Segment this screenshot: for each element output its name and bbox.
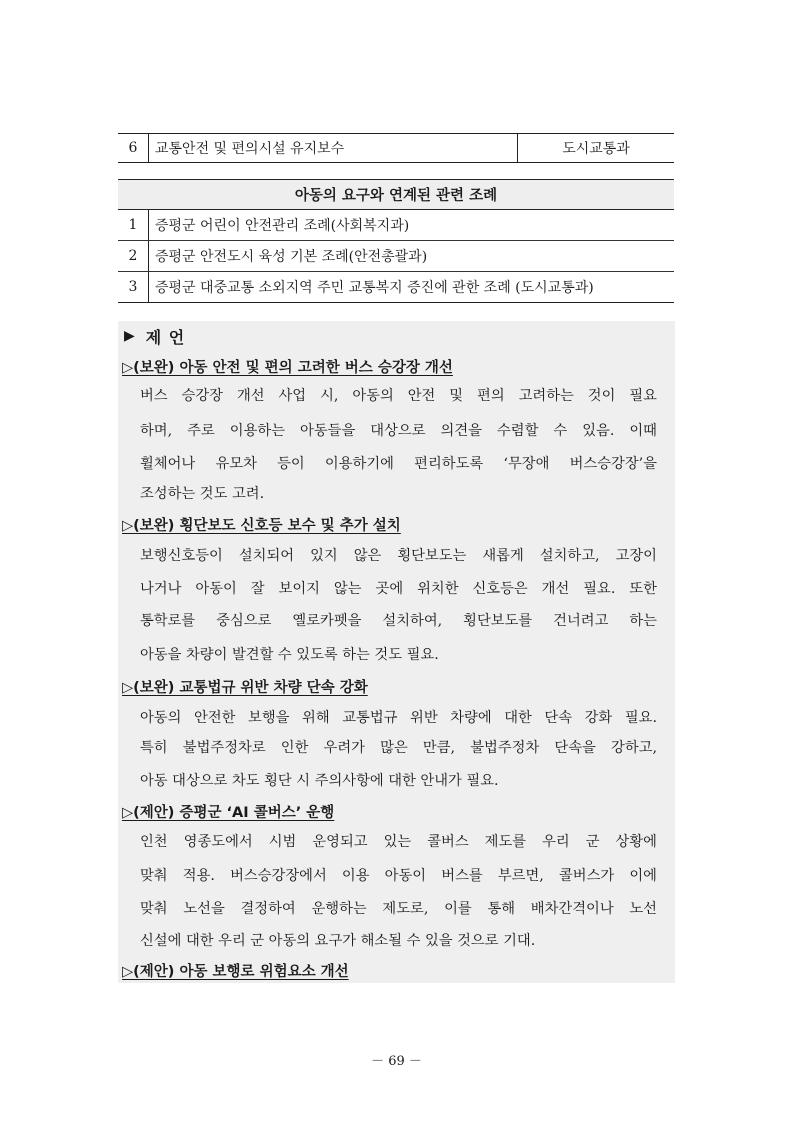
body-line: 특히 불법주정차로 인한 우려가 많은 만큼, 불법주정차 단속을 강하고, bbox=[140, 740, 657, 756]
ordinance-table-header: 아동의 요구와 연계된 관련 조례 bbox=[118, 180, 674, 210]
body-line: 아동을 차량이 발견할 수 있도록 하는 것도 필요. bbox=[140, 647, 439, 663]
body-line: 나거나 아동이 잘 보이지 않는 곳에 위치한 신호등은 개선 필요. 또한 bbox=[140, 581, 657, 597]
body-line: 통학로를 중심으로 옐로카펫을 설치하여, 횡단보도를 건너려고 하는 bbox=[140, 613, 657, 629]
section-heading: ▷(보완) 아동 안전 및 편의 고려한 버스 승강장 개선 bbox=[122, 359, 453, 376]
section-heading: ▷(제안) 아동 보행로 위험요소 개선 bbox=[122, 963, 349, 980]
row-number: 2 bbox=[118, 241, 149, 271]
body-line: 인천 영종도에서 시범 운영되고 있는 콜버스 제도를 우리 군 상황에 bbox=[140, 834, 657, 850]
body-line: 보행신호등이 설치되어 있지 않은 횡단보도는 새롭게 설치하고, 고장이 bbox=[140, 548, 657, 564]
row-number: 3 bbox=[118, 272, 149, 302]
table-row bbox=[118, 133, 674, 163]
section-heading: ▷(제안) 증평군 ‘AI 콜버스’ 운행 bbox=[122, 804, 335, 821]
body-line: 맞춰 노선을 결정하여 운행하는 제도로, 이를 통해 배차간격이나 노선 bbox=[140, 901, 657, 917]
body-line: 맞춰 적용. 버스승강장에서 이용 아동이 버스를 부르면, 콜버스가 이에 bbox=[140, 868, 657, 884]
body-line: 조성하는 것도 고려. bbox=[140, 486, 265, 502]
page-number: － 69 － bbox=[371, 1054, 422, 1069]
body-line: 아동 대상으로 차도 횡단 시 주의사항에 대한 안내가 필요. bbox=[140, 773, 499, 789]
section-heading: ▷(보완) 교통법규 위반 차량 단속 강화 bbox=[122, 679, 368, 696]
row-text: 증평군 안전도시 육성 기본 조례(안전총괄과) bbox=[155, 249, 428, 265]
proposal-title: 제 언 bbox=[145, 327, 186, 347]
row-text: 교통안전 및 편의시설 유지보수 bbox=[149, 134, 518, 162]
row-number: 1 bbox=[118, 210, 149, 240]
body-line: 휠체어나 유모차 등이 이용하기에 편리하도록 ‘무장애 버스승강장’을 bbox=[140, 456, 657, 472]
row-text: 증평군 대중교통 소외지역 주민 교통복지 증진에 관한 조례 (도시교통과) bbox=[155, 280, 594, 296]
body-line: 버스 승강장 개선 사업 시, 아동의 안전 및 편의 고려하는 것이 필요 bbox=[140, 388, 657, 404]
table-row bbox=[118, 210, 674, 241]
body-line: 신설에 대한 우리 군 아동의 요구가 해소될 수 있을 것으로 기대. bbox=[140, 933, 536, 949]
row-department: 도시교통과 bbox=[562, 141, 630, 157]
table-row bbox=[118, 241, 674, 272]
proposal-heading bbox=[124, 324, 185, 348]
table-row bbox=[118, 272, 674, 302]
ordinance-table bbox=[118, 179, 674, 303]
body-line: 아동의 안전한 보행을 위해 교통법규 위반 차량에 대한 단속 강화 필요. bbox=[140, 710, 657, 726]
body-line: 하며, 주로 이용하는 아동들을 대상으로 의견을 수렴할 수 있음. 이때 bbox=[140, 423, 657, 439]
row-text: 증평군 어린이 안전관리 조례(사회복지과) bbox=[155, 218, 410, 234]
row-number: 6 bbox=[118, 134, 149, 162]
section-heading: ▷(보완) 횡단보도 신호등 보수 및 추가 설치 bbox=[122, 517, 401, 534]
triangle-right-icon: ▶ bbox=[124, 328, 136, 344]
